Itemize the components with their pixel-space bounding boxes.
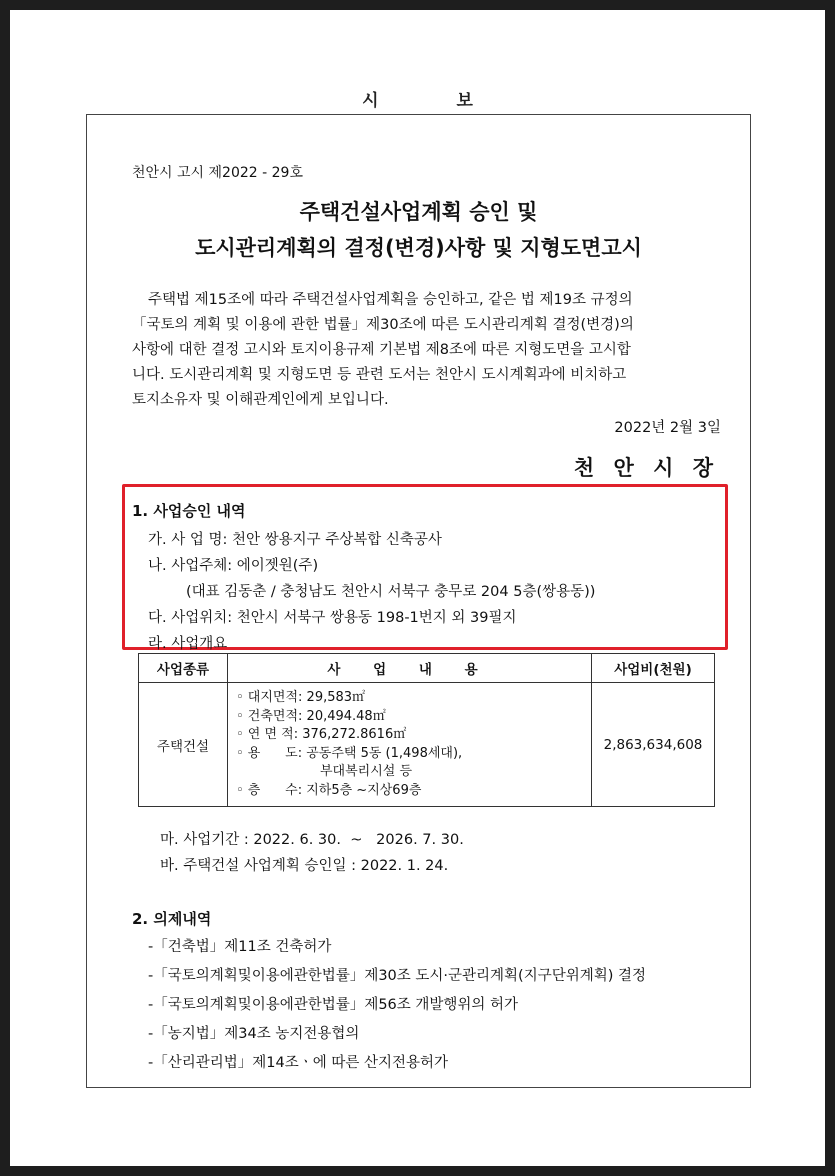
section2-item: -「국토의계획및이용에관한법률」제30조 도시·군관리계획(지구단위계획) 결정 xyxy=(148,968,647,984)
content-line: ◦ 층 수: 지하5층 ~지상69층 xyxy=(236,782,422,798)
issuer-signature: 천 안 시 장 xyxy=(573,456,719,480)
section2-item: -「산리관리법」제14조ㆍ에 따른 산지전용허가 xyxy=(148,1055,449,1071)
table-header-cell: 사업비(천원) xyxy=(592,654,715,683)
body-line: 「국토의 계획 및 이용에 관한 법률」제30조에 따른 도시관리계획 결정(변경)의 xyxy=(132,317,634,333)
section2-item: -「농지법」제34조 농지전용협의 xyxy=(148,1026,360,1042)
document-page xyxy=(10,10,825,1166)
project-kind-cell: 주택건설 xyxy=(139,683,228,807)
content-line: ◦ 연 면 적: 376,272.8616㎡ xyxy=(236,727,407,742)
project-cost-cell: 2,863,634,608 xyxy=(592,683,715,807)
section2-heading: 2. 의제내역 xyxy=(132,910,212,928)
section1-item: 가. 사 업 명: 천안 쌍용지구 주상복합 신축공사 xyxy=(148,532,442,548)
section2-item: -「국토의계획및이용에관한법률」제56조 개발행위의 허가 xyxy=(148,997,519,1013)
body-line: 토지소유자 및 이해관계인에게 보입니다. xyxy=(132,392,389,408)
section1-item: (대표 김동춘 / 충청남도 천안시 서북구 충무로 204 5층(쌍용동)) xyxy=(186,584,596,600)
project-table xyxy=(138,653,715,807)
notice-date: 2022년 2월 3일 xyxy=(614,420,721,436)
project-content-cell xyxy=(228,683,592,807)
table-header-row xyxy=(139,654,715,683)
content-line: ◦ 대지면적: 29,583㎡ xyxy=(236,690,366,705)
content-line: 부대복리시설 등 xyxy=(320,764,413,779)
notice-title-line2: 도시관리계획의 결정(변경)사항 및 지형도면고시 xyxy=(195,236,642,260)
section1-item: 라. 사업개요 xyxy=(148,636,228,652)
content-line: ◦ 건축면적: 20,494.48㎡ xyxy=(236,708,386,724)
section1-heading: 1. 사업승인 내역 xyxy=(132,502,246,520)
body-line: 니다. 도시관리계획 및 지형도면 등 관련 도서는 천안시 도시계획과에 비치하고 xyxy=(132,367,627,383)
section2-item: -「건축법」제11조 건축허가 xyxy=(148,939,332,955)
body-line: 사항에 대한 결정 고시와 토지이용규제 기본법 제8조에 따른 지형도면을 고시합 xyxy=(132,342,631,358)
section1-item: 다. 사업위치: 천안시 서북구 쌍용동 198-1번지 외 39필지 xyxy=(148,610,517,626)
body-line: 주택법 제15조에 따라 주택건설사업계획을 승인하고, 같은 법 제19조 규정의 xyxy=(148,292,633,308)
bulletin-header: 시 보 xyxy=(362,91,509,111)
notice-number: 천안시 고시 제2022 - 29호 xyxy=(132,165,303,181)
content-line: ◦ 용 도: 공동주택 5동 (1,498세대), xyxy=(236,745,463,761)
table-header-cell: 사 업 내 용 xyxy=(228,654,592,683)
section1-item: 마. 사업기간 : 2022. 6. 30. ~ 2026. 7. 30. xyxy=(160,832,464,848)
table-row xyxy=(139,683,715,807)
notice-title-line1: 주택건설사업계획 승인 및 xyxy=(299,200,538,224)
table-header-cell: 사업종류 xyxy=(139,654,228,683)
section1-item: 나. 사업주체: 에이젯원(주) xyxy=(148,558,319,574)
section1-item: 바. 주택건설 사업계획 승인일 : 2022. 1. 24. xyxy=(160,858,449,874)
